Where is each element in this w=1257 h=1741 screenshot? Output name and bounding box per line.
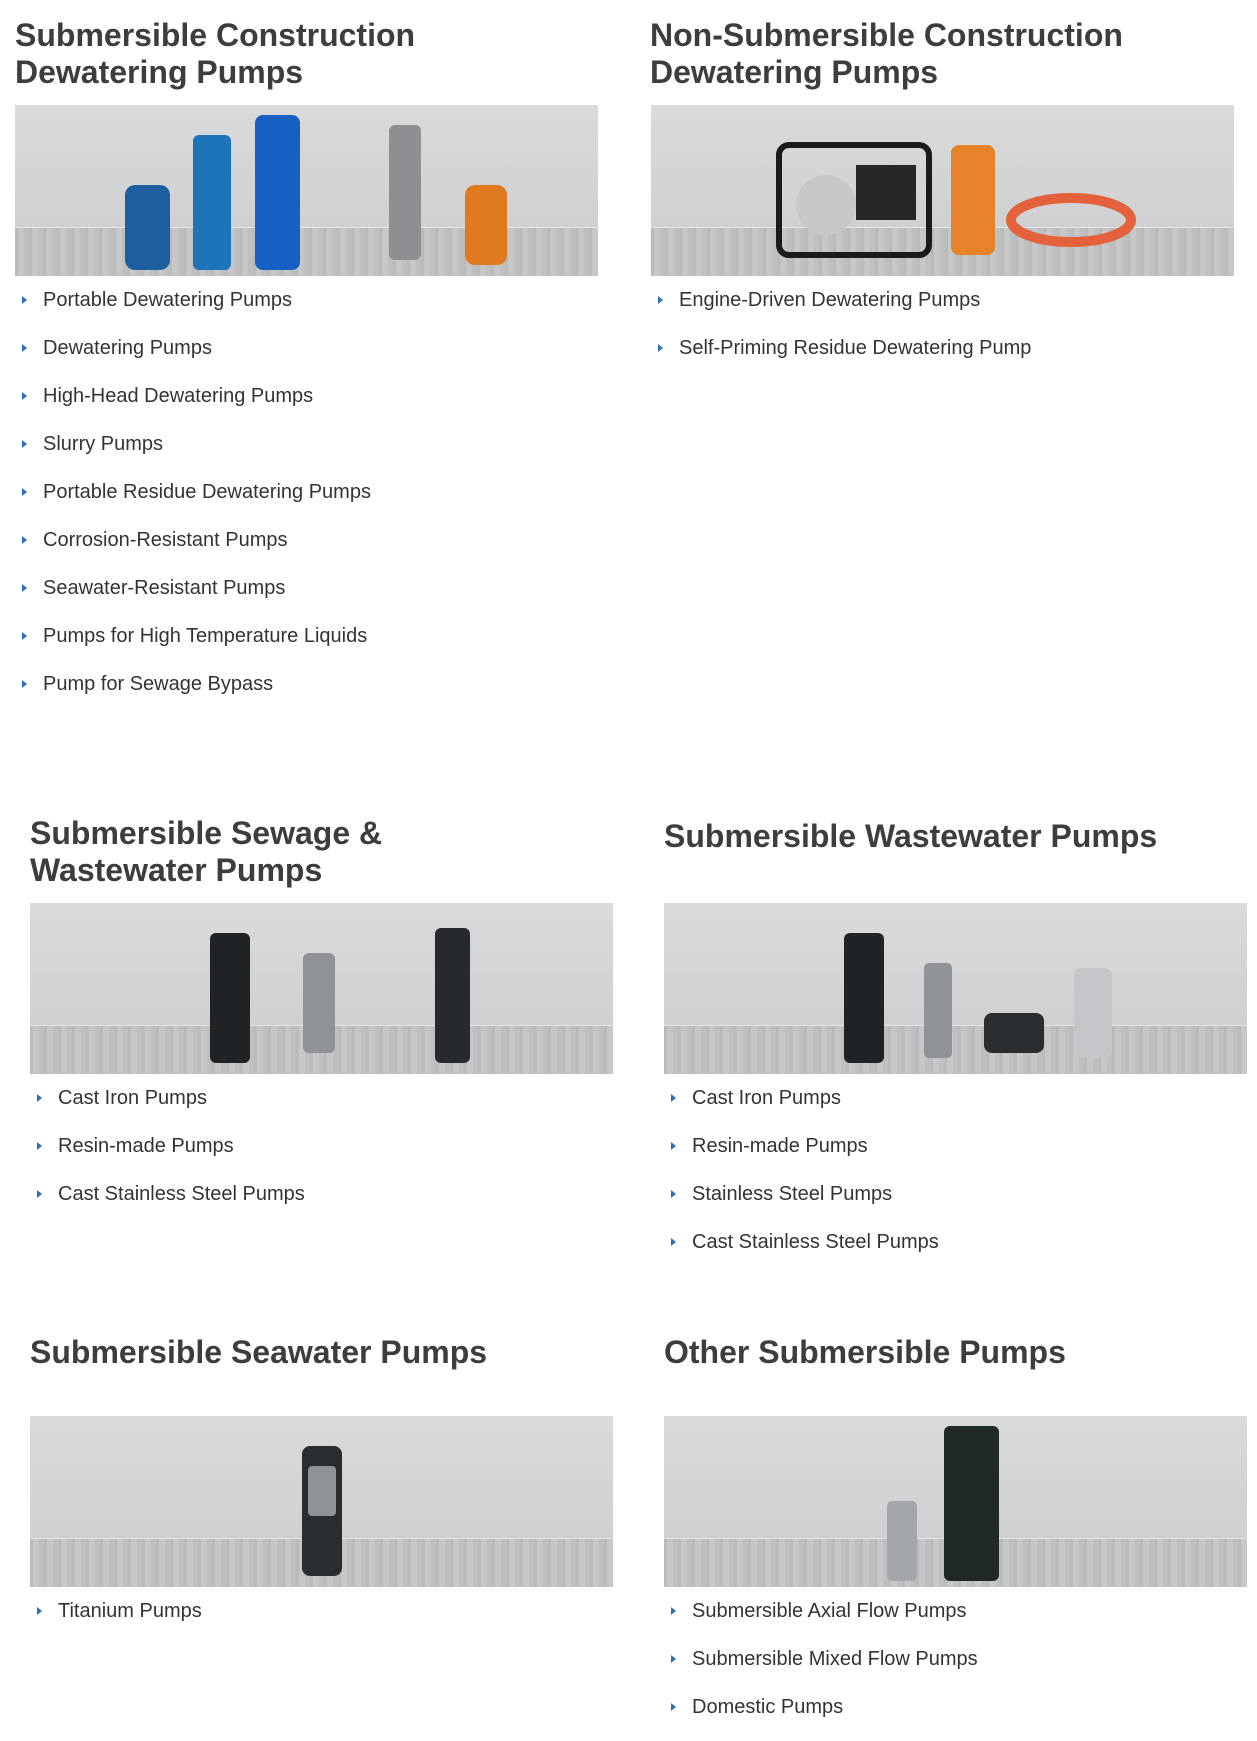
- list-item[interactable]: [16, 334, 371, 382]
- list-item[interactable]: [16, 430, 371, 478]
- list-item[interactable]: [665, 1228, 939, 1276]
- triangle-right-icon: [22, 440, 27, 448]
- triangle-right-icon: [22, 632, 27, 640]
- product-banner-image[interactable]: [30, 903, 613, 1074]
- link-cast-iron-pumps[interactable]: Cast Iron Pumps: [58, 1087, 207, 1109]
- section-title-line-2: Dewatering Pumps: [15, 54, 304, 90]
- triangle-right-icon: [37, 1607, 42, 1615]
- list-item[interactable]: [665, 1693, 978, 1741]
- link-list: [665, 1597, 978, 1741]
- list-item[interactable]: [665, 1084, 939, 1132]
- section-submersible-sewage-wastewater: [30, 815, 382, 889]
- section-submersible-construction-dewatering: [15, 17, 415, 91]
- list-item[interactable]: [665, 1597, 978, 1645]
- section-title-line-1: Submersible Seawater Pumps: [30, 1334, 488, 1370]
- section-title-line-1: Submersible Construction: [15, 17, 416, 53]
- triangle-right-icon: [37, 1142, 42, 1150]
- list-item[interactable]: [31, 1132, 305, 1180]
- list-item[interactable]: [31, 1084, 305, 1132]
- section-title-line-1: Submersible Wastewater Pumps: [664, 818, 1158, 854]
- pump-product-illustration: [15, 105, 598, 276]
- link-dewatering-pumps[interactable]: Dewatering Pumps: [43, 337, 212, 359]
- link-list: [652, 286, 1031, 382]
- link-pump-sewage-bypass[interactable]: Pump for Sewage Bypass: [43, 673, 274, 695]
- triangle-right-icon: [22, 344, 27, 352]
- section-non-submersible-construction-dewatering: [650, 17, 1123, 91]
- list-item[interactable]: [652, 286, 1031, 334]
- triangle-right-icon: [658, 296, 663, 304]
- list-item[interactable]: [16, 670, 371, 718]
- product-banner-image[interactable]: [664, 903, 1247, 1074]
- list-item[interactable]: [16, 382, 371, 430]
- link-resin-made-pumps[interactable]: Resin-made Pumps: [692, 1135, 868, 1157]
- link-domestic-pumps[interactable]: Domestic Pumps: [692, 1696, 844, 1718]
- link-titanium-pumps[interactable]: Titanium Pumps: [58, 1600, 202, 1622]
- link-pumps-high-temperature[interactable]: Pumps for High Temperature Liquids: [43, 625, 368, 647]
- link-stainless-steel-pumps[interactable]: Stainless Steel Pumps: [692, 1183, 893, 1205]
- triangle-right-icon: [22, 680, 27, 688]
- list-item[interactable]: [16, 574, 371, 622]
- link-cast-iron-pumps[interactable]: Cast Iron Pumps: [692, 1087, 841, 1109]
- link-list: [16, 286, 371, 718]
- link-list: [31, 1597, 202, 1645]
- triangle-right-icon: [22, 392, 27, 400]
- triangle-right-icon: [671, 1094, 676, 1102]
- link-portable-dewatering-pumps[interactable]: Portable Dewatering Pumps: [43, 289, 293, 311]
- link-submersible-mixed-flow-pumps[interactable]: Submersible Mixed Flow Pumps: [692, 1648, 978, 1670]
- section-title-line-1: Non-Submersible Construction: [650, 17, 1123, 53]
- section-other-submersible: [664, 1334, 1066, 1371]
- triangle-right-icon: [22, 488, 27, 496]
- triangle-right-icon: [671, 1238, 676, 1246]
- list-item[interactable]: [665, 1132, 939, 1180]
- product-banner-image[interactable]: [664, 1416, 1247, 1587]
- section-title-line-1: Submersible Sewage &: [30, 815, 383, 851]
- list-item[interactable]: [665, 1180, 939, 1228]
- link-seawater-resistant-pumps[interactable]: Seawater-Resistant Pumps: [43, 577, 286, 599]
- link-list: [665, 1084, 939, 1276]
- link-list: [31, 1084, 305, 1228]
- triangle-right-icon: [22, 536, 27, 544]
- product-banner-image[interactable]: [651, 105, 1234, 276]
- triangle-right-icon: [671, 1655, 676, 1663]
- link-corrosion-resistant-pumps[interactable]: Corrosion-Resistant Pumps: [43, 529, 288, 551]
- link-slurry-pumps[interactable]: Slurry Pumps: [43, 433, 164, 455]
- triangle-right-icon: [671, 1142, 676, 1150]
- section-title: [650, 17, 1123, 91]
- link-resin-made-pumps[interactable]: Resin-made Pumps: [58, 1135, 234, 1157]
- list-item[interactable]: [16, 478, 371, 526]
- pump-product-illustration: [664, 903, 1247, 1074]
- link-portable-residue-dewatering-pumps[interactable]: Portable Residue Dewatering Pumps: [43, 481, 371, 503]
- product-banner-image[interactable]: [15, 105, 598, 276]
- section-title: [30, 815, 382, 889]
- list-item[interactable]: [31, 1597, 202, 1645]
- pump-product-illustration: [664, 1416, 1247, 1587]
- link-self-priming-residue-dewatering-pump[interactable]: Self-Priming Residue Dewatering Pump: [679, 337, 1032, 359]
- pump-product-illustration: [651, 105, 1234, 276]
- triangle-right-icon: [658, 344, 663, 352]
- section-title-line-2: Dewatering Pumps: [650, 54, 939, 90]
- triangle-right-icon: [37, 1190, 42, 1198]
- section-title: [664, 818, 1157, 855]
- section-title-line-2: Wastewater Pumps: [30, 852, 323, 888]
- section-title: [664, 1334, 1066, 1371]
- link-high-head-dewatering-pumps[interactable]: High-Head Dewatering Pumps: [43, 385, 314, 407]
- section-submersible-seawater: [30, 1334, 487, 1371]
- triangle-right-icon: [671, 1607, 676, 1615]
- list-item[interactable]: [16, 622, 371, 670]
- list-item[interactable]: [665, 1645, 978, 1693]
- triangle-right-icon: [22, 584, 27, 592]
- triangle-right-icon: [671, 1190, 676, 1198]
- list-item[interactable]: [31, 1180, 305, 1228]
- link-cast-stainless-steel-pumps[interactable]: Cast Stainless Steel Pumps: [692, 1231, 939, 1253]
- product-banner-image[interactable]: [30, 1416, 613, 1587]
- pump-product-illustration: [30, 1416, 613, 1587]
- section-title: [15, 17, 415, 91]
- pump-product-illustration: [30, 903, 613, 1074]
- section-title-line-1: Other Submersible Pumps: [664, 1334, 1066, 1370]
- section-submersible-wastewater: [664, 818, 1157, 855]
- triangle-right-icon: [671, 1703, 676, 1711]
- triangle-right-icon: [37, 1094, 42, 1102]
- list-item[interactable]: [652, 334, 1031, 382]
- list-item[interactable]: [16, 526, 371, 574]
- link-engine-driven-dewatering-pumps[interactable]: Engine-Driven Dewatering Pumps: [679, 289, 981, 311]
- triangle-right-icon: [22, 296, 27, 304]
- link-cast-stainless-steel-pumps[interactable]: Cast Stainless Steel Pumps: [58, 1183, 305, 1205]
- section-title: [30, 1334, 487, 1371]
- link-submersible-axial-flow-pumps[interactable]: Submersible Axial Flow Pumps: [692, 1600, 967, 1622]
- list-item[interactable]: [16, 286, 371, 334]
